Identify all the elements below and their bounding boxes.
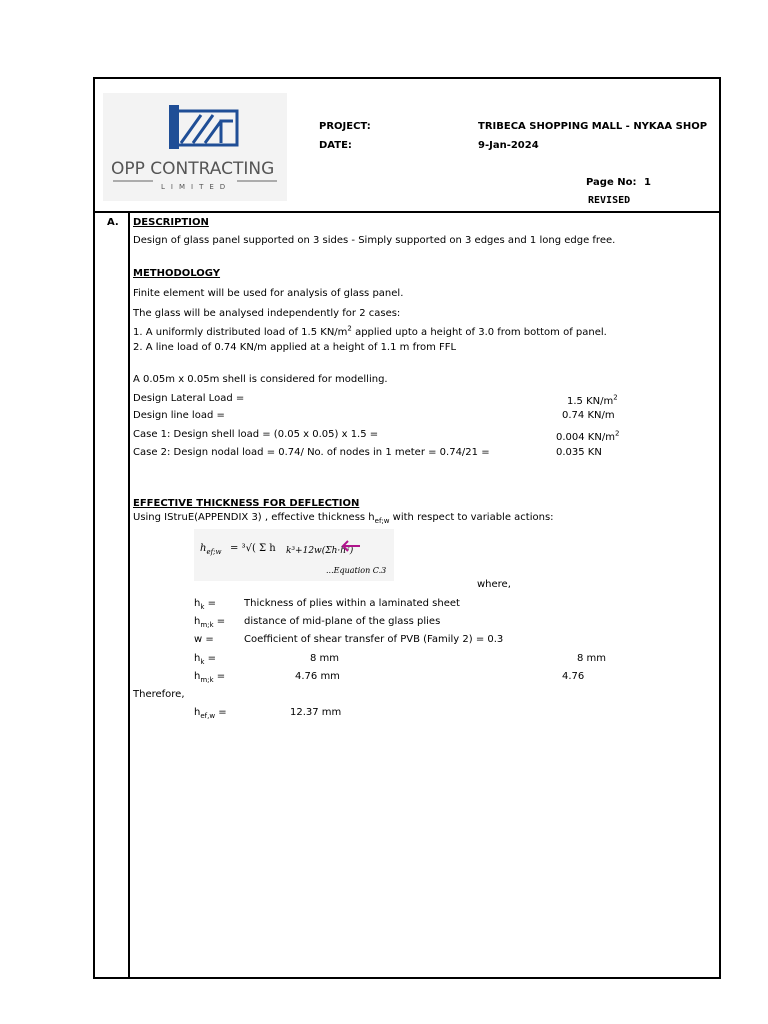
company-subname: LIMITED (161, 183, 232, 191)
methodology-line: Finite element will be used for analysis of glass panel. (133, 288, 404, 299)
description-heading: DESCRIPTION (133, 217, 209, 228)
result-symbol: $h_{ef,w}$ = (194, 707, 227, 720)
methodology-line: A 0.05m x 0.05m shell is considered for modelling. (133, 374, 388, 385)
company-logo (103, 93, 287, 201)
value-ply-1: 8 mm (310, 653, 340, 664)
description-text: Design of glass panel supported on 3 sides - Simply supported on 3 edges and 1 long edge free. (133, 235, 616, 246)
therefore-label: Therefore, (133, 689, 185, 700)
project-value: TRIBECA SHOPPING MALL - NYKAA SHOP (478, 121, 708, 132)
svg-text:k³+12w(Σh·h²): k³+12w(Σh·h²) (286, 546, 354, 556)
methodology-line: The glass will be analysed independently for 2 cases: (133, 308, 401, 319)
value-ply-2: 4.76 (562, 671, 585, 682)
where-label: where, (477, 579, 511, 590)
definition-text: Thickness of plies within a laminated sheet (244, 598, 460, 609)
load-label: Design Lateral Load = (133, 393, 245, 404)
header-divider (93, 211, 721, 213)
methodology-line: 1. A uniformly distributed load of 1.5 $KN/m^2$ applied upto a height of 3.0 from bottom of panel. (133, 324, 607, 338)
load-value: 0.74 KN/m (562, 410, 615, 421)
company-name: OPP CONTRACTING (111, 159, 275, 179)
value-ply-2: 8 mm (577, 653, 607, 664)
definition-symbol: $h_k$ = (194, 598, 216, 611)
load-label: Case 2: Design nodal load = 0.74/ No. of nodes in 1 meter = 0.74/21 = (133, 447, 490, 458)
load-label: Case 1: Design shell load = (0.05 x 0.05) x 1.5 = (133, 429, 379, 440)
load-value: 1.5 $KN/m^2$ (567, 393, 618, 407)
load-value: 0.004 $KN/m^2$ (556, 429, 620, 443)
result-value: 12.37 mm (290, 707, 342, 718)
equation-tag: ...Equation C.3 (326, 566, 387, 575)
equation-lhs: $h_{ef;w}$ (200, 543, 222, 556)
value-symbol: $h_k$ = (194, 653, 216, 666)
page-number-value: 1 (644, 177, 651, 188)
section-letter: A. (107, 217, 119, 228)
value-symbol: $h_{m;k}$ = (194, 671, 226, 684)
methodology-line: 2. A line load of 0.74 KN/m applied at a height of 1.1 m from FFL (133, 342, 457, 353)
definition-text: distance of mid-plane of the glass plies (244, 616, 441, 627)
section-column-divider (128, 212, 130, 977)
date-label: DATE: (319, 140, 352, 151)
effective-thickness-intro: Using IStruE(APPENDIX 3) , effective thickness $h_{ef;w}$ with respect to variable actions: (133, 512, 554, 525)
definition-text: Coefficient of shear transfer of PVB (Family 2) = 0.3 (244, 634, 504, 645)
load-value: 0.035 KN (556, 447, 602, 458)
methodology-heading: METHODOLOGY (133, 268, 221, 279)
definition-symbol: w = (194, 634, 214, 645)
equation-body: = ³√( Σ h (230, 543, 276, 554)
effective-thickness-heading: EFFECTIVE THICKNESS FOR DEFLECTION (133, 498, 360, 509)
project-label: PROJECT: (319, 121, 371, 132)
page-number-label: Page No: (586, 177, 637, 188)
equation-image (194, 529, 394, 581)
revised-stamp: REVISED (588, 195, 631, 206)
load-label: Design line load = (133, 410, 225, 421)
arrow-left-icon (340, 539, 362, 553)
value-ply-1: 4.76 mm (295, 671, 340, 682)
date-value: 9-Jan-2024 (478, 140, 539, 151)
definition-symbol: $h_{m;k}$ = (194, 616, 226, 629)
